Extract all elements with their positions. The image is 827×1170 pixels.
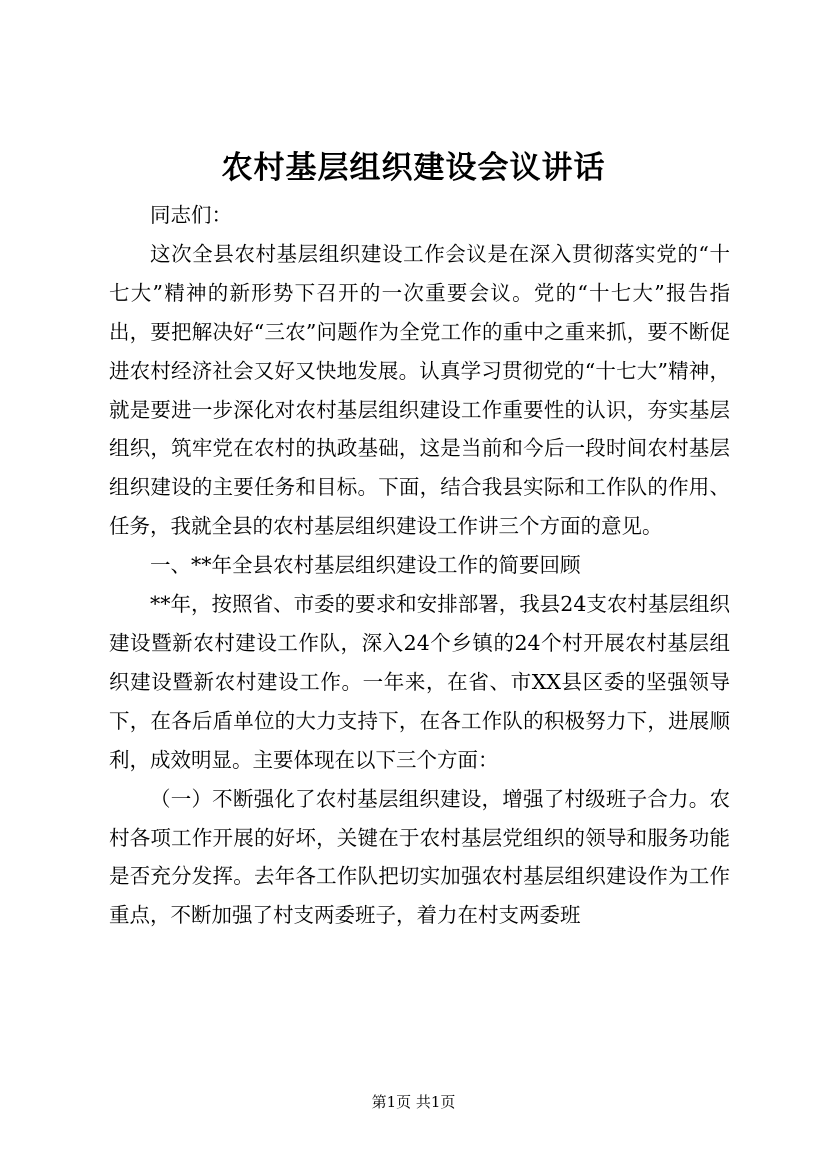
document-title: 农村基层组织建设会议讲话 <box>221 150 606 186</box>
document-body <box>109 196 730 935</box>
page-footer: 第1页 共1页 <box>371 1093 456 1111</box>
salutation: 同志们： <box>150 203 232 227</box>
paragraph-review: **年，按照省、市委的要求和安排部署，我县24支农村基层组织建设暨新农村建设工作队，深入24个乡镇的24个村开展农村基层组织建设暨新农村建设工作。一年来，在省、市XX县区委的坚强领导下，在各后盾单位的大力支持下，在各工作队的积极努力下，进展顺利，成效明显。主要体现在以下三个方面： <box>109 592 730 772</box>
paragraph-intro: 这次全县农村基层组织建设工作会议是在深入贯彻落实党的“十七大”精神的新形势下召开的一次重要会议。党的“十七大”报告指出，要把解决好“三农”问题作为全党工作的重中之重来抓，要不断促进农村经济社会又好又快地发展。认真学习贯彻党的“十七大”精神，就是要进一步深化对农村基层组织建设工作重要性的认识，夯实基层组织，筑牢党在农村的执政基础，这是当前和今后一段时间农村基层组织建设的主要任务和目标。下面，结合我县实际和工作队的作用、任务，我就全县的农村基层组织建设工作讲三个方面的意见。 <box>109 241 730 539</box>
section-heading-1: 一、**年全县农村基层组织建设工作的简要回顾 <box>150 553 581 578</box>
paragraph-subsection-1: （一）不断强化了农村基层组织建设，增强了村级班子合力。农村各项工作开展的好坏，关键在于农村基层党组织的领导和服务功能是否充分发挥。去年各工作队把切实加强农村基层组织建设作为工作重点，不断加强了村支两委班子，着力在村支两委班 <box>109 786 730 928</box>
